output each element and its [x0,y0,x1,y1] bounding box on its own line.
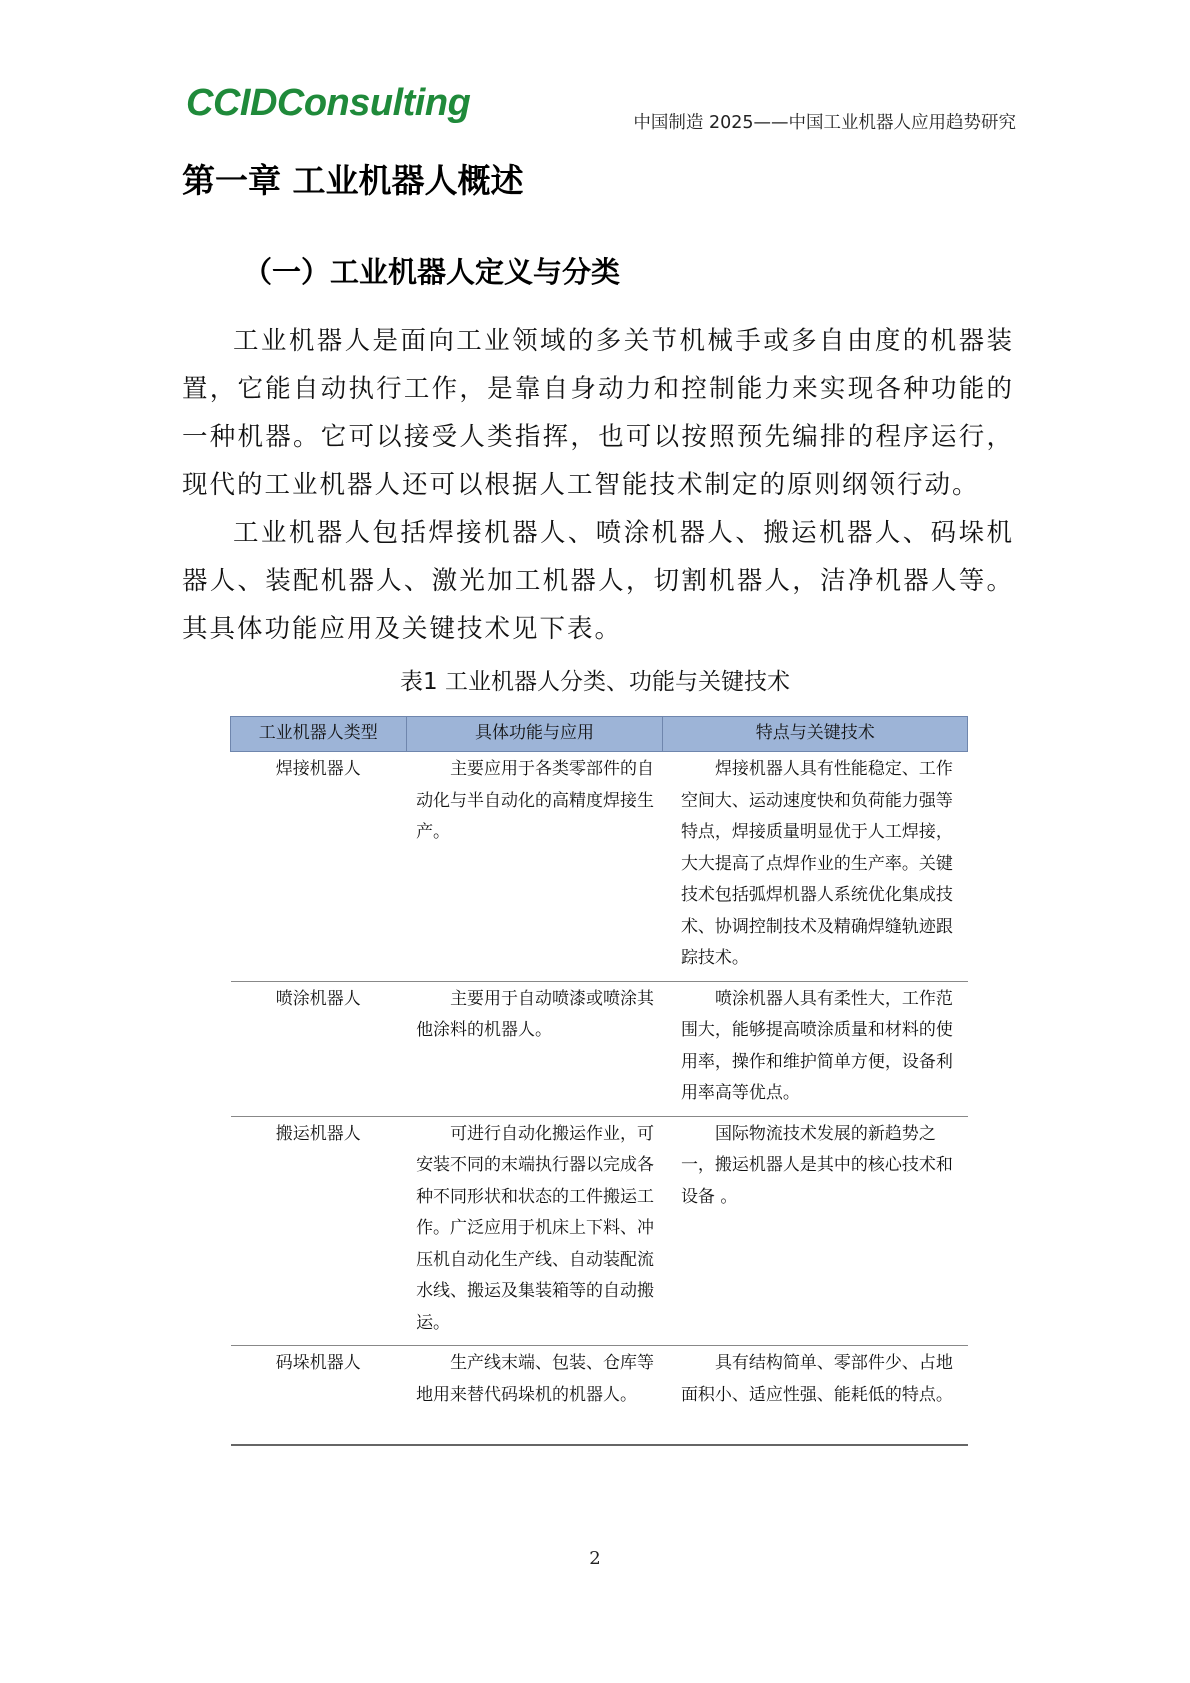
cell-features [663,1346,968,1446]
cell-type: 喷涂机器人 [231,981,407,1116]
table-caption: 表1 工业机器人分类、功能与关键技术 [400,669,790,695]
cell-features [663,981,968,1116]
body-paragraph-2 [182,509,1014,653]
cell-text: 主要用于自动喷漆或喷涂其他涂料的机器人。 [416,988,655,1040]
cell-type: 焊接机器人 [231,752,407,982]
cell-text: 可进行自动化搬运作业，可安装不同的末端执行器以完成各种不同形状和状态的工件搬运工作。广泛应用于机床上下料、冲压机自动化生产线、自动装配流水线、搬运及集装箱等的自动搬运。 [416,1123,655,1333]
cell-features [663,1116,968,1346]
table-header-row [231,717,968,752]
cell-text: 主要应用于各类零部件的自动化与半自动化的高精度焊接生产。 [416,759,655,842]
cell-function [406,752,663,982]
company-logo: CCIDConsulting [186,82,471,124]
table-row [231,1346,968,1446]
chapter-title: 第一章 工业机器人概述 [182,161,524,200]
table-row [231,752,968,982]
cell-type: 搬运机器人 [231,1116,407,1346]
cell-type: 码垛机器人 [231,1346,407,1446]
cell-text: 生产线末端、包装、仓库等地用来替代码垛机的机器人。 [416,1353,655,1405]
cell-text: 焊接机器人具有性能稳定、工作空间大、运动速度快和负荷能力强等特点，焊接质量明显优于人工焊接，大大提高了点焊作业的生产率。关键技术包括弧焊机器人系统优化集成技术、协调控制技术及精确焊缝轨迹跟踪技术。 [680,759,953,968]
section-title: （一）工业机器人定义与分类 [243,255,621,289]
cell-text: 国际物流技术发展的新趋势之一，搬运机器人是其中的核心技术和设备 。 [680,1123,953,1207]
robot-classification-table [230,716,968,1446]
cell-function [406,981,663,1116]
page-number: 2 [589,1548,601,1569]
paragraph-text: 工业机器人包括焊接机器人、喷涂机器人、搬运机器人、码垛机器人、装配机器人、激光加工机器人，切割机器人，洁净机器人等。其具体功能应用及关键技术见下表。 [182,518,1014,644]
cell-features [663,752,968,982]
header-document-title: 中国制造 2025——中国工业机器人应用趋势研究 [633,113,1016,133]
cell-text: 喷涂机器人具有柔性大，工作范围大，能够提高喷涂质量和材料的使用率，操作和维护简单方便，设备利用率高等优点。 [680,988,953,1103]
cell-text: 具有结构简单、零部件少、占地面积小、适应性强、能耗低的特点。 [680,1353,953,1405]
body-paragraph-1 [182,317,1014,509]
table-row [231,981,968,1116]
header-features: 特点与关键技术 [663,717,968,752]
header-function: 具体功能与应用 [406,717,663,752]
cell-function [406,1116,663,1346]
cell-function [406,1346,663,1446]
header-type: 工业机器人类型 [231,717,407,752]
paragraph-text: 工业机器人是面向工业领域的多关节机械手或多自由度的机器装置，它能自动执行工作，是靠自身动力和控制能力来实现各种功能的一种机器。它可以接受人类指挥，也可以按照预先编排的程序运行，现代的工业机器人还可以根据人工智能技术制定的原则纲领行动。 [182,326,1014,500]
table-row [231,1116,968,1346]
